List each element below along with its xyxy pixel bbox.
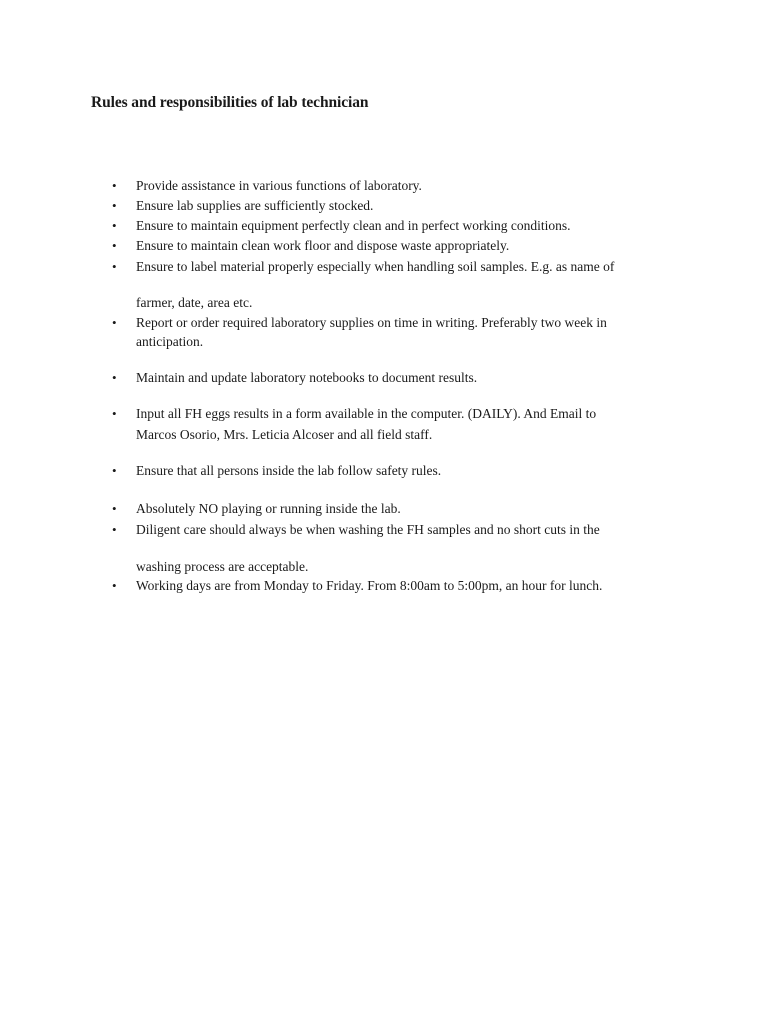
rule-text: farmer, date, area etc. — [136, 295, 253, 310]
bullet-icon: • — [112, 218, 117, 233]
rule-text: Report or order required laboratory supplies on time in writing. Preferably two week in — [136, 315, 607, 330]
bullet-icon: • — [112, 259, 117, 274]
bullet-icon: • — [112, 578, 117, 593]
rule-text: Working days are from Monday to Friday. From 8:00am to 5:00pm, an hour for lunch. — [136, 578, 603, 593]
rule-text: Diligent care should always be when washing the FH samples and no short cuts in the — [136, 522, 600, 537]
rule-text: Absolutely NO playing or running inside the lab. — [136, 501, 401, 516]
rule-text: Ensure lab supplies are sufficiently stocked. — [136, 198, 374, 213]
bullet-icon: • — [112, 178, 117, 193]
rule-text: Input all FH eggs results in a form available in the computer. (DAILY). And Email to — [136, 406, 597, 421]
rule-text: Maintain and update laboratory notebooks to document results. — [136, 370, 478, 385]
rule-text: washing process are acceptable. — [136, 559, 309, 574]
document-title: Rules and responsibilities of lab technician — [91, 94, 369, 111]
bullet-icon: • — [112, 522, 117, 537]
rule-text: Ensure to maintain equipment perfectly clean and in perfect working conditions. — [136, 218, 571, 233]
rule-text: Ensure that all persons inside the lab follow safety rules. — [136, 463, 442, 478]
rule-text: Ensure to maintain clean work floor and dispose waste appropriately. — [136, 238, 510, 253]
rule-text: anticipation. — [136, 334, 204, 349]
bullet-icon: • — [112, 370, 117, 385]
bullet-icon: • — [112, 406, 117, 421]
rule-text: Ensure to label material properly especially when handling soil samples. E.g. as name of — [136, 259, 615, 274]
rule-text: Provide assistance in various functions of laboratory. — [136, 178, 422, 193]
bullet-icon: • — [112, 501, 117, 516]
rule-text: Marcos Osorio, Mrs. Leticia Alcoser and all field staff. — [136, 427, 433, 442]
bullet-icon: • — [112, 198, 117, 213]
bullet-icon: • — [112, 315, 117, 330]
bullet-icon: • — [112, 463, 117, 478]
bullet-icon: • — [112, 238, 117, 253]
